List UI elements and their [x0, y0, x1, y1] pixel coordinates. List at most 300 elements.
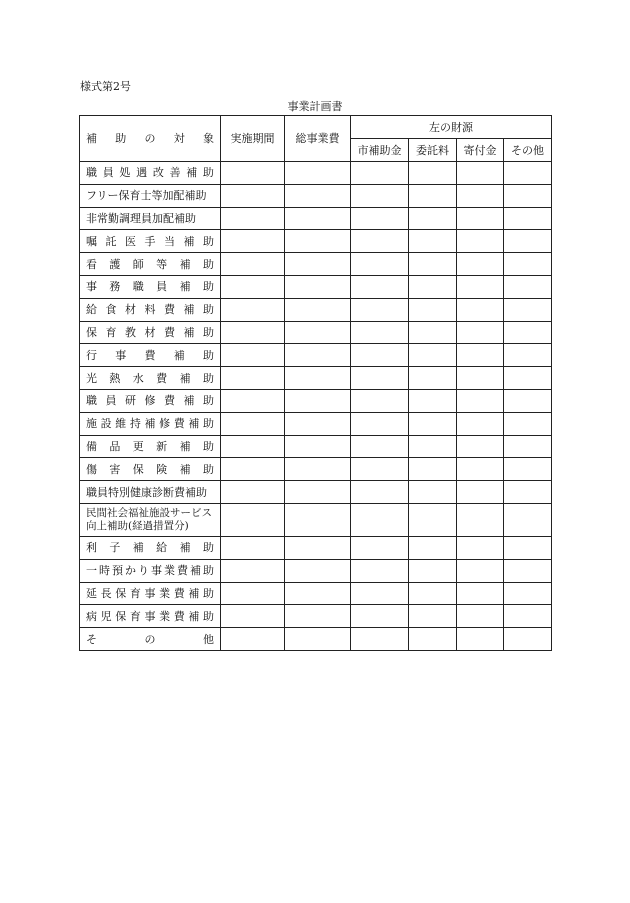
subsidy-item-char: 行 — [86, 348, 97, 362]
other-cell[interactable] — [504, 367, 552, 390]
other-cell[interactable] — [504, 298, 552, 321]
other-cell[interactable] — [504, 628, 552, 651]
total-cost-cell[interactable] — [285, 582, 351, 605]
donation-cell[interactable] — [457, 503, 504, 536]
period-cell[interactable] — [221, 503, 285, 536]
project-plan-table — [79, 115, 552, 651]
subsidy-item-char: 補 — [183, 325, 195, 339]
subsidy-item-char: 費 — [144, 348, 156, 362]
donation-cell[interactable] — [457, 298, 504, 321]
header-subject-char: 対 — [173, 132, 185, 145]
subsidy-item-char: 時 — [99, 564, 110, 578]
header-subject-char: の — [144, 132, 156, 145]
table-row — [80, 184, 552, 207]
period-cell[interactable] — [221, 321, 285, 344]
header-subject-char: 象 — [203, 132, 214, 145]
table-row — [80, 536, 552, 559]
period-cell[interactable] — [221, 367, 285, 390]
subsidy-item-char: 給 — [156, 541, 168, 555]
subsidy-item-char: 水 — [132, 371, 144, 385]
period-cell[interactable] — [221, 435, 285, 458]
subsidy-item-char: 費 — [164, 394, 175, 408]
subsidy-item-char: 費 — [173, 417, 185, 431]
subsidy-item-char: 光 — [86, 371, 97, 385]
period-cell[interactable] — [221, 230, 285, 253]
subsidy-item-char: 費 — [156, 371, 168, 385]
subsidy-item-char: 補 — [179, 541, 191, 555]
total-cost-cell[interactable] — [285, 605, 351, 628]
subsidy-item-char: 補 — [188, 417, 200, 431]
city-subsidy-cell[interactable] — [351, 162, 409, 185]
header-subject — [80, 116, 221, 162]
other-cell[interactable] — [504, 559, 552, 582]
other-cell[interactable] — [504, 162, 552, 185]
table-row — [80, 605, 552, 628]
subsidy-item-char: 助 — [203, 325, 214, 339]
other-cell[interactable] — [504, 605, 552, 628]
subsidy-item-char: 保 — [115, 609, 127, 623]
subsidy-item-char: 補 — [179, 280, 191, 294]
subsidy-item-char: 費 — [177, 564, 188, 578]
commission-fee-cell[interactable] — [409, 536, 457, 559]
subsidy-item-char: 利 — [86, 541, 97, 555]
commission-fee-cell[interactable] — [409, 298, 457, 321]
subsidy-item-char: 助 — [203, 303, 214, 317]
donation-cell[interactable] — [457, 389, 504, 412]
subsidy-item-char: 病 — [86, 609, 97, 623]
subsidy-item-char: 助 — [202, 166, 214, 180]
subsidy-item-char: 助 — [203, 348, 214, 362]
commission-fee-cell[interactable] — [409, 184, 457, 207]
subsidy-item-char: 事 — [86, 280, 97, 294]
subsidy-item-char: 補 — [179, 439, 191, 453]
city-subsidy-cell[interactable] — [351, 275, 409, 298]
period-cell[interactable] — [221, 458, 285, 481]
subsidy-item-char: 員 — [105, 394, 117, 408]
subsidy-item-char: 補 — [144, 417, 156, 431]
subsidy-item-char: 看 — [86, 257, 97, 271]
subsidy-item-char: 助 — [202, 280, 214, 294]
header-subject-char: 補 — [86, 132, 97, 145]
donation-cell[interactable] — [457, 207, 504, 230]
subsidy-item-char: 保 — [115, 586, 127, 600]
subsidy-item-char: 新 — [156, 439, 168, 453]
total-cost-cell[interactable] — [285, 253, 351, 276]
subsidy-item-char: 施 — [86, 417, 97, 431]
other-cell[interactable] — [504, 481, 552, 504]
donation-cell[interactable] — [457, 628, 504, 651]
donation-cell[interactable] — [457, 536, 504, 559]
subsidy-item-char: 長 — [100, 586, 112, 600]
subsidy-item-char: 子 — [109, 541, 121, 555]
other-cell[interactable] — [504, 435, 552, 458]
subsidy-item-char: 助 — [203, 394, 214, 408]
period-cell[interactable] — [221, 162, 285, 185]
subsidy-item-char: 補 — [132, 541, 144, 555]
table-row — [80, 230, 552, 253]
city-subsidy-cell[interactable] — [351, 458, 409, 481]
subsidy-item-char: そ — [86, 632, 97, 646]
city-subsidy-cell[interactable] — [351, 344, 409, 367]
subsidy-item-char: の — [144, 632, 156, 646]
total-cost-cell[interactable] — [285, 412, 351, 435]
subsidy-item-char: 補 — [183, 394, 195, 408]
donation-cell[interactable] — [457, 162, 504, 185]
subsidy-item-label — [86, 189, 214, 202]
period-cell[interactable] — [221, 275, 285, 298]
subsidy-item-char: 業 — [159, 586, 171, 600]
other-cell[interactable] — [504, 536, 552, 559]
other-cell[interactable] — [504, 184, 552, 207]
header-donation: 寄付金 — [457, 139, 504, 162]
subsidy-item-char: 護 — [109, 257, 121, 271]
subsidy-item-char: 傷 — [86, 462, 97, 476]
subsidy-item-char: 嘱 — [86, 234, 97, 248]
subsidy-item-char: 費 — [164, 325, 175, 339]
table-row — [80, 344, 552, 367]
subsidy-item-label — [86, 258, 214, 271]
period-cell[interactable] — [221, 559, 285, 582]
table-row — [80, 298, 552, 321]
commission-fee-cell[interactable] — [409, 162, 457, 185]
city-subsidy-cell[interactable] — [351, 253, 409, 276]
commission-fee-cell[interactable] — [409, 481, 457, 504]
period-cell[interactable] — [221, 253, 285, 276]
subsidy-item-char: 更 — [132, 439, 144, 453]
subsidy-item-text: フリー保育士等加配補助 — [86, 189, 207, 203]
total-cost-cell[interactable] — [285, 559, 351, 582]
subsidy-item-char: 害 — [109, 462, 121, 476]
form-number: 様式第2号 — [80, 80, 131, 93]
subsidy-item-char: 補 — [179, 462, 191, 476]
subsidy-item-char: 費 — [173, 609, 185, 623]
subsidy-item-char: 補 — [190, 564, 201, 578]
subsidy-item-char: 一 — [86, 564, 97, 578]
donation-cell[interactable] — [457, 184, 504, 207]
commission-fee-cell[interactable] — [409, 253, 457, 276]
table-row — [80, 435, 552, 458]
other-cell[interactable] — [504, 207, 552, 230]
subsidy-item-char: 料 — [144, 303, 156, 317]
city-subsidy-cell[interactable] — [351, 367, 409, 390]
subsidy-item-char: 品 — [109, 439, 121, 453]
donation-cell[interactable] — [457, 253, 504, 276]
period-cell[interactable] — [221, 536, 285, 559]
subsidy-item-cell — [80, 321, 221, 344]
subsidy-item-char: 給 — [86, 303, 97, 317]
period-cell[interactable] — [221, 605, 285, 628]
subsidy-item-char: 処 — [119, 166, 131, 180]
total-cost-cell[interactable] — [285, 275, 351, 298]
city-subsidy-cell[interactable] — [351, 582, 409, 605]
subsidy-item-label — [86, 587, 214, 600]
period-cell[interactable] — [221, 412, 285, 435]
total-cost-cell[interactable] — [285, 503, 351, 536]
table-row — [80, 321, 552, 344]
subsidy-item-char: 助 — [203, 417, 214, 431]
total-cost-cell[interactable] — [285, 162, 351, 185]
city-subsidy-cell[interactable] — [351, 298, 409, 321]
commission-fee-cell[interactable] — [409, 230, 457, 253]
subsidy-item-label — [86, 463, 214, 476]
other-cell[interactable] — [504, 503, 552, 536]
subsidy-item-char: 教 — [125, 325, 136, 339]
donation-cell[interactable] — [457, 481, 504, 504]
period-cell[interactable] — [221, 184, 285, 207]
subsidy-item-cell — [80, 582, 221, 605]
period-cell[interactable] — [221, 628, 285, 651]
subsidy-item-char: 補 — [188, 586, 200, 600]
other-cell[interactable] — [504, 458, 552, 481]
header-subject-char: 助 — [115, 132, 127, 145]
table-row — [80, 412, 552, 435]
commission-fee-cell[interactable] — [409, 344, 457, 367]
subsidy-item-char: 託 — [105, 234, 117, 248]
commission-fee-cell[interactable] — [409, 435, 457, 458]
city-subsidy-cell[interactable] — [351, 184, 409, 207]
subsidy-item-char: 食 — [105, 303, 117, 317]
subsidy-item-label — [86, 507, 214, 533]
subsidy-item-char: 助 — [203, 609, 214, 623]
donation-cell[interactable] — [457, 321, 504, 344]
total-cost-cell[interactable] — [285, 184, 351, 207]
subsidy-item-char: 改 — [152, 166, 164, 180]
period-cell[interactable] — [221, 344, 285, 367]
subsidy-item-cell — [80, 230, 221, 253]
other-cell[interactable] — [504, 582, 552, 605]
donation-cell[interactable] — [457, 582, 504, 605]
subsidy-item-char: 設 — [100, 417, 112, 431]
subsidy-item-label — [86, 394, 214, 407]
total-cost-cell[interactable] — [285, 435, 351, 458]
subsidy-item-cell — [80, 367, 221, 390]
total-cost-cell[interactable] — [285, 481, 351, 504]
total-cost-cell[interactable] — [285, 207, 351, 230]
subsidy-item-char: 事 — [144, 609, 156, 623]
subsidy-item-char: 保 — [132, 462, 144, 476]
table-row — [80, 389, 552, 412]
total-cost-cell[interactable] — [285, 389, 351, 412]
subsidy-item-char: 当 — [164, 234, 175, 248]
table-row — [80, 458, 552, 481]
subsidy-item-char: 補 — [179, 257, 191, 271]
total-cost-cell[interactable] — [285, 298, 351, 321]
other-cell[interactable] — [504, 344, 552, 367]
commission-fee-cell[interactable] — [409, 389, 457, 412]
subsidy-item-cell — [80, 481, 221, 504]
subsidy-item-char: か — [125, 564, 136, 578]
total-cost-cell[interactable] — [285, 458, 351, 481]
subsidy-item-cell — [80, 503, 221, 536]
subsidy-item-cell — [80, 605, 221, 628]
table-row — [80, 503, 552, 536]
subsidy-item-label — [86, 610, 214, 623]
period-cell[interactable] — [221, 389, 285, 412]
donation-cell[interactable] — [457, 275, 504, 298]
subsidy-item-label — [86, 372, 214, 385]
table-row — [80, 481, 552, 504]
subsidy-item-char: 職 — [86, 394, 97, 408]
commission-fee-cell[interactable] — [409, 559, 457, 582]
table-row — [80, 275, 552, 298]
subsidy-item-label — [86, 417, 214, 430]
subsidy-item-cell — [80, 184, 221, 207]
commission-fee-cell[interactable] — [409, 503, 457, 536]
table-row — [80, 367, 552, 390]
subsidy-item-char: 事 — [144, 586, 156, 600]
commission-fee-cell[interactable] — [409, 412, 457, 435]
donation-cell[interactable] — [457, 367, 504, 390]
commission-fee-cell[interactable] — [409, 458, 457, 481]
subsidy-item-char: 遇 — [136, 166, 148, 180]
total-cost-cell[interactable] — [285, 321, 351, 344]
period-cell[interactable] — [221, 582, 285, 605]
donation-cell[interactable] — [457, 412, 504, 435]
subsidy-item-char: 助 — [202, 439, 214, 453]
subsidy-item-text: 職員特別健康診断費補助 — [86, 485, 207, 499]
commission-fee-cell[interactable] — [409, 367, 457, 390]
total-cost-cell[interactable] — [285, 536, 351, 559]
city-subsidy-cell[interactable] — [351, 207, 409, 230]
city-subsidy-cell[interactable] — [351, 559, 409, 582]
period-cell[interactable] — [221, 481, 285, 504]
total-cost-cell[interactable] — [285, 344, 351, 367]
header-commission-fee: 委託料 — [409, 139, 457, 162]
subsidy-item-cell — [80, 162, 221, 185]
city-subsidy-cell[interactable] — [351, 503, 409, 536]
commission-fee-cell[interactable] — [409, 321, 457, 344]
header-funding-group: 左の財源 — [351, 116, 552, 139]
donation-cell[interactable] — [457, 458, 504, 481]
subsidy-item-char: 険 — [156, 462, 168, 476]
subsidy-item-char: 事 — [151, 564, 162, 578]
other-cell[interactable] — [504, 412, 552, 435]
city-subsidy-cell[interactable] — [351, 412, 409, 435]
city-subsidy-cell[interactable] — [351, 435, 409, 458]
commission-fee-cell[interactable] — [409, 605, 457, 628]
subsidy-item-label — [86, 486, 214, 499]
city-subsidy-cell[interactable] — [351, 481, 409, 504]
period-cell[interactable] — [221, 298, 285, 321]
commission-fee-cell[interactable] — [409, 275, 457, 298]
subsidy-item-char: 預 — [112, 564, 123, 578]
subsidy-item-char: 修 — [159, 417, 171, 431]
subsidy-item-char: 材 — [125, 303, 136, 317]
city-subsidy-cell[interactable] — [351, 389, 409, 412]
other-cell[interactable] — [504, 321, 552, 344]
subsidy-item-char: り — [138, 564, 149, 578]
other-cell[interactable] — [504, 230, 552, 253]
subsidy-item-char: 児 — [100, 609, 112, 623]
subsidy-item-char: 助 — [202, 371, 214, 385]
donation-cell[interactable] — [457, 344, 504, 367]
subsidy-item-char: 助 — [203, 564, 214, 578]
total-cost-cell[interactable] — [285, 628, 351, 651]
subsidy-item-char: 等 — [156, 257, 168, 271]
city-subsidy-cell[interactable] — [351, 321, 409, 344]
subsidy-item-char: 業 — [159, 609, 171, 623]
subsidy-item-char: 助 — [202, 462, 214, 476]
commission-fee-cell[interactable] — [409, 628, 457, 651]
subsidy-item-char: 補 — [183, 303, 195, 317]
subsidy-item-char: 熱 — [109, 371, 121, 385]
commission-fee-cell[interactable] — [409, 582, 457, 605]
subsidy-item-char: 材 — [144, 325, 156, 339]
subsidy-item-char: 師 — [132, 257, 144, 271]
header-total-cost: 総事業費 — [285, 116, 351, 162]
subsidy-item-char: 備 — [86, 439, 97, 453]
other-cell[interactable] — [504, 389, 552, 412]
header-other: その他 — [504, 139, 552, 162]
city-subsidy-cell[interactable] — [351, 605, 409, 628]
subsidy-item-cell — [80, 275, 221, 298]
subsidy-item-char: 維 — [115, 417, 127, 431]
donation-cell[interactable] — [457, 559, 504, 582]
city-subsidy-cell[interactable] — [351, 628, 409, 651]
table-row — [80, 559, 552, 582]
subsidy-item-label — [86, 440, 214, 453]
other-cell[interactable] — [504, 275, 552, 298]
subsidy-item-char: 延 — [86, 586, 97, 600]
subsidy-item-char: 補 — [179, 371, 191, 385]
subsidy-item-cell — [80, 298, 221, 321]
total-cost-cell[interactable] — [285, 367, 351, 390]
table-row — [80, 162, 552, 185]
subsidy-item-char: 育 — [129, 609, 141, 623]
subsidy-item-label — [86, 633, 214, 646]
subsidy-item-char: 補 — [188, 609, 200, 623]
subsidy-item-char: 助 — [202, 257, 214, 271]
subsidy-item-label — [86, 166, 214, 179]
subsidy-item-char: 研 — [125, 394, 136, 408]
donation-cell[interactable] — [457, 435, 504, 458]
period-cell[interactable] — [221, 207, 285, 230]
subsidy-item-char: 他 — [203, 632, 214, 646]
other-cell[interactable] — [504, 253, 552, 276]
subsidy-item-char: 助 — [203, 234, 214, 248]
subsidy-item-label — [86, 541, 214, 554]
commission-fee-cell[interactable] — [409, 207, 457, 230]
subsidy-item-label — [86, 212, 214, 225]
subsidy-item-char: 善 — [169, 166, 181, 180]
subsidy-item-char: 員 — [102, 166, 114, 180]
subsidy-item-text: 民間社会福祉施設サービス向上補助(経過措置分) — [86, 506, 212, 532]
city-subsidy-cell[interactable] — [351, 536, 409, 559]
subsidy-item-char: 職 — [86, 166, 97, 180]
subsidy-item-cell — [80, 458, 221, 481]
subsidy-item-char: 業 — [164, 564, 175, 578]
subsidy-item-cell — [80, 253, 221, 276]
subsidy-item-label — [86, 303, 214, 316]
city-subsidy-cell[interactable] — [351, 230, 409, 253]
subsidy-item-char: 育 — [129, 586, 141, 600]
table-row — [80, 582, 552, 605]
donation-cell[interactable] — [457, 605, 504, 628]
subsidy-item-label — [86, 349, 214, 362]
subsidy-item-cell — [80, 559, 221, 582]
subsidy-item-char: 費 — [173, 586, 185, 600]
subsidy-item-char: 持 — [129, 417, 141, 431]
subsidy-item-char: 保 — [86, 325, 97, 339]
subsidy-item-label — [86, 280, 214, 293]
donation-cell[interactable] — [457, 230, 504, 253]
subsidy-item-text: 非常勤調理員加配補助 — [86, 211, 196, 225]
subsidy-item-char: 費 — [164, 303, 175, 317]
table-row — [80, 628, 552, 651]
total-cost-cell[interactable] — [285, 230, 351, 253]
subsidy-item-cell — [80, 536, 221, 559]
subsidy-item-cell — [80, 344, 221, 367]
